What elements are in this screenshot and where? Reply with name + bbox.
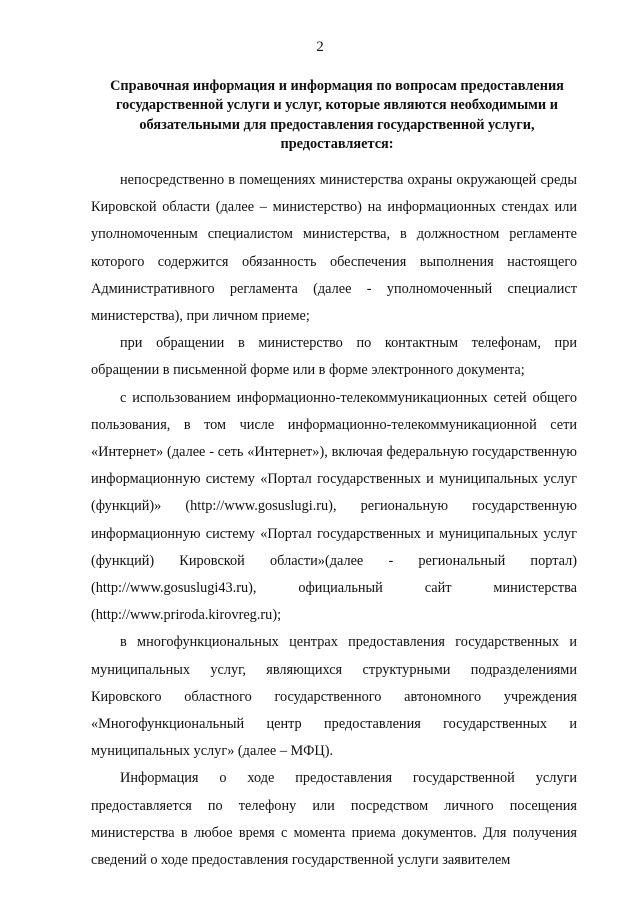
body-text (91, 167, 577, 874)
paragraph-phone-written: при обращении в министерство по контактным телефонам, при обращении в письменной форме или в форме электронного документа; (91, 335, 577, 379)
page-number: 2 (316, 39, 324, 55)
section-heading: Справочная информация и информация по вопросам предоставления государственной услуги и услуг, которые являются необходимыми и обязательными для предоставления государственной услуги, предоставляется: (110, 78, 564, 153)
paragraph-progress-info: Информация о ходе предоставления государственной услуги предоставляется по телефону или посредством личного посещения министерства в любое время с момента приема документов. Для получения сведений о ходе предоставления государственной услуги заявителем (91, 770, 577, 869)
paragraph-mfc: в многофункциональных центрах предоставления государственных и муниципальных услуг, являющихся структурными подразделениями Кировского областного государственного автономного учреждения «Многофункциональный центр предоставления государственных и муниципальных услуг» (далее – МФЦ). (91, 634, 577, 760)
paragraph-in-person: непосредственно в помещениях министерства охраны окружающей среды Кировской области (далее – министерство) на информационных стендах или уполномоченным специалистом министерства, в должностном регламенте которого содержится обязанность обеспечения выполнения настоящего Административного регламента (далее - уполномоченный специалист министерства), при личном приеме; (91, 172, 577, 325)
paragraph-internet: с использованием информационно-телекоммуникационных сетей общего пользования, в том числе информационно-телекоммуникационной сети «Интернет» (далее - сеть «Интернет»), включая федеральную государственную информационную систему «Портал государственных и муниципальных услуг (функций)» (http://www.gosuslugi.ru), региональную государственную информационную систему «Портал государственных и муниципальных услуг (функций) Кировской области»(далее - региональный портал) (http://www.gosuslugi43.ru), официальный сайт министерства (http://www.priroda.kirovreg.ru); (91, 389, 577, 624)
